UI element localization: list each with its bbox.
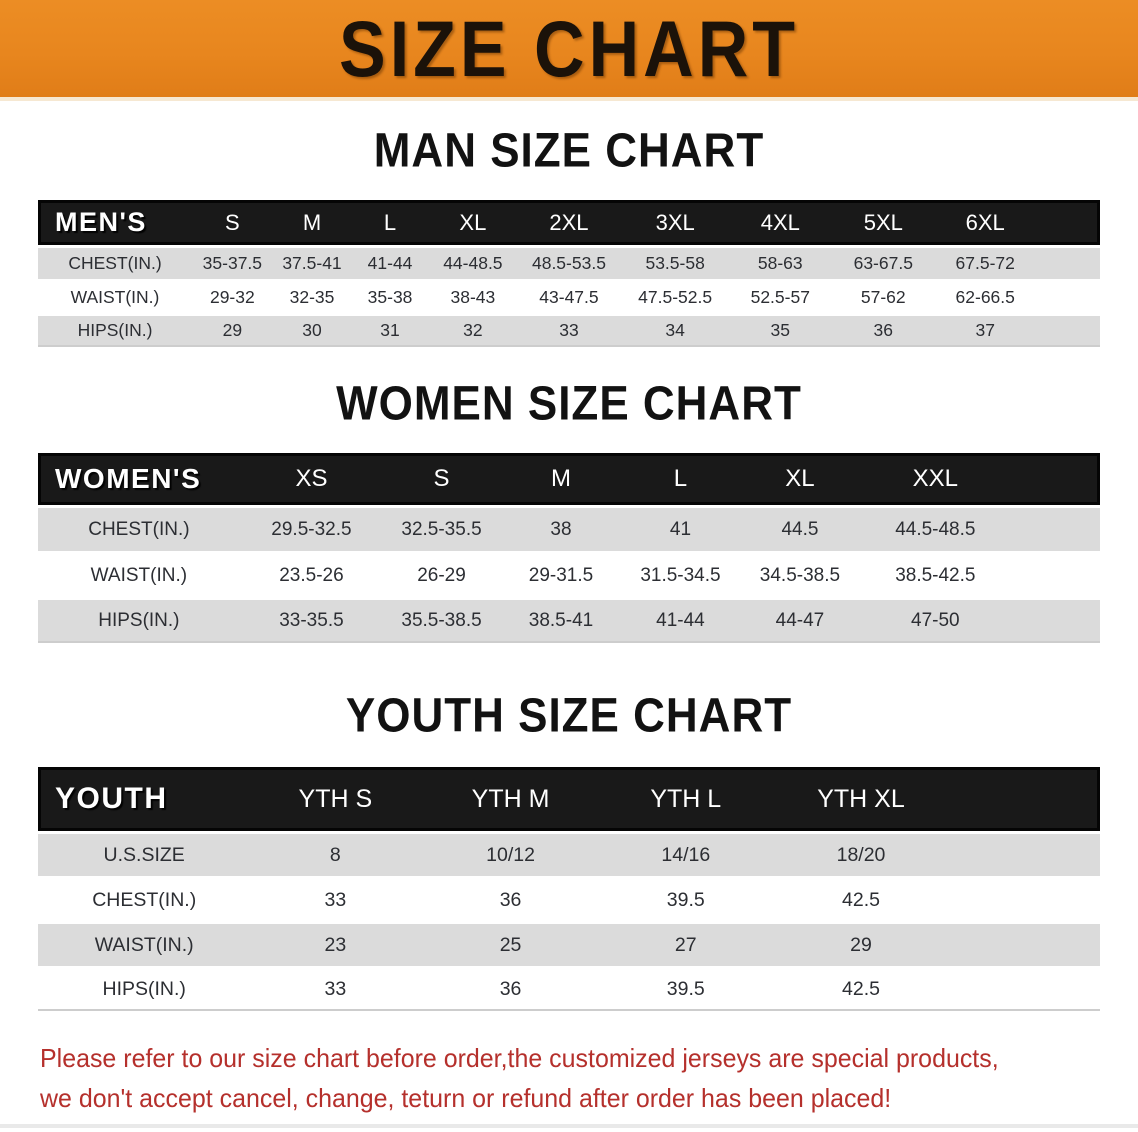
- measurement-value: 33: [250, 969, 420, 1011]
- measurement-value: 44.5-48.5: [861, 508, 1010, 551]
- measurement-value: 63-67.5: [831, 248, 935, 279]
- size-column-header: YTH S: [250, 767, 420, 831]
- measurement-value: 42.5: [771, 969, 952, 1011]
- youth-table-body: [38, 834, 1100, 1011]
- measurement-value: 23: [250, 924, 420, 966]
- women-table-header: [38, 453, 1100, 505]
- table-header-label: YOUTH: [38, 767, 250, 831]
- measurement-value: 25: [420, 924, 601, 966]
- spacer-cell: [951, 879, 1100, 921]
- spacer-cell: [1035, 282, 1100, 313]
- measurement-row-label: WAIST(IN.): [70, 287, 160, 307]
- measurement-value: 44-48.5: [429, 248, 517, 279]
- measurement-value: 33: [517, 316, 621, 347]
- youth-table-header: [38, 767, 1100, 831]
- measurement-value: 32: [429, 316, 517, 347]
- men-section: [0, 123, 1138, 350]
- measurement-row-label: HIPS(IN.): [38, 600, 240, 643]
- measurement-value: 29-32: [209, 287, 255, 307]
- bottom-divider: [0, 1124, 1138, 1128]
- measurement-value: 14/16: [601, 834, 771, 876]
- measurement-value: 67.5-72: [935, 248, 1035, 279]
- measurement-value: 36: [420, 969, 601, 1011]
- size-column-header: 6XL: [935, 200, 1035, 245]
- table-row: [38, 282, 1100, 313]
- measurement-value: 27: [601, 924, 771, 966]
- spacer-cell: [1035, 248, 1100, 279]
- spacer-cell: [951, 969, 1100, 1011]
- measurement-value: 41-44: [622, 600, 739, 643]
- youth-section-heading: YOUTH SIZE CHART: [345, 688, 793, 743]
- size-column-header: 5XL: [831, 200, 935, 245]
- size-column-header: S: [383, 453, 500, 505]
- measurement-value: 44.5: [739, 508, 861, 551]
- size-column-header: M: [273, 200, 352, 245]
- size-column-header: YTH M: [420, 767, 601, 831]
- measurement-value: 32-35: [289, 287, 335, 307]
- size-column-header: XL: [739, 453, 861, 505]
- table-row: [38, 508, 1100, 551]
- table-row: [38, 248, 1100, 279]
- measurement-value: 37: [935, 316, 1035, 347]
- measurement-value: 35-37.5: [192, 248, 273, 279]
- measurement-value: 18/20: [771, 834, 952, 876]
- measurement-row-label: CHEST(IN.): [92, 888, 197, 911]
- table-row: [38, 879, 1100, 921]
- measurement-value: 47.5-52.5: [638, 287, 713, 307]
- measurement-value: 31: [351, 316, 429, 347]
- measurement-value: 37.5-41: [273, 248, 352, 279]
- table-header-label: MEN'S: [38, 200, 192, 245]
- measurement-value: 8: [250, 834, 420, 876]
- men-table-header: [38, 200, 1100, 245]
- spacer-cell: [1035, 316, 1100, 347]
- spacer-cell: [951, 834, 1100, 876]
- measurement-value: 35.5-38.5: [383, 600, 500, 643]
- women-section: [0, 376, 1138, 646]
- measurement-value: 38-43: [450, 287, 496, 307]
- men-table-body: [38, 248, 1100, 347]
- measurement-value: 33-35.5: [240, 600, 383, 643]
- banner-title: SIZE CHART: [339, 4, 799, 93]
- measurement-value: 42.5: [842, 888, 880, 911]
- table-row: [38, 600, 1100, 643]
- size-column-header: L: [622, 453, 739, 505]
- spacer-cell: [1010, 554, 1100, 597]
- measurement-row-label: WAIST(IN.): [38, 924, 250, 966]
- youth-size-table: [38, 764, 1100, 1014]
- measurement-value: 38.5-42.5: [895, 564, 976, 586]
- measurement-value: 39.5: [666, 888, 705, 911]
- measurement-row-label: CHEST(IN.): [38, 248, 192, 279]
- size-column-header: YTH L: [601, 767, 771, 831]
- measurement-value: 43-47.5: [539, 287, 599, 307]
- spacer-cell: [1010, 453, 1100, 505]
- measurement-row-label: HIPS(IN.): [38, 969, 250, 1011]
- women-table-body: [38, 508, 1100, 643]
- women-size-table: [38, 450, 1100, 646]
- table-row: [38, 316, 1100, 347]
- spacer-cell: [1035, 200, 1100, 245]
- measurement-value: 34.5-38.5: [759, 564, 841, 586]
- table-header-row: [38, 767, 1100, 831]
- measurement-value: 29-31.5: [528, 564, 594, 586]
- table-row: [38, 924, 1100, 966]
- measurement-value: 36: [499, 888, 522, 911]
- measurement-value: 35-38: [367, 287, 413, 307]
- disclaimer-line-1: Please refer to our size chart before order,the customized jerseys are special products,: [40, 1043, 999, 1073]
- measurement-value: 62-66.5: [955, 287, 1015, 307]
- measurement-row-label: WAIST(IN.): [90, 564, 188, 586]
- size-column-header: XL: [429, 200, 517, 245]
- measurement-value: 58-63: [729, 248, 831, 279]
- measurement-value: 29: [192, 316, 273, 347]
- measurement-value: 29.5-32.5: [240, 508, 383, 551]
- measurement-value: 48.5-53.5: [517, 248, 621, 279]
- table-row: [38, 834, 1100, 876]
- spacer-cell: [1010, 600, 1100, 643]
- measurement-value: 47-50: [861, 600, 1010, 643]
- size-column-header: 4XL: [729, 200, 831, 245]
- spacer-cell: [951, 924, 1100, 966]
- measurement-value: 38: [500, 508, 622, 551]
- measurement-value: 10/12: [420, 834, 601, 876]
- women-section-heading: WOMEN SIZE CHART: [336, 376, 802, 431]
- measurement-row-label: CHEST(IN.): [38, 508, 240, 551]
- measurement-value: 26-29: [417, 564, 466, 586]
- measurement-value: 23.5-26: [279, 564, 344, 586]
- table-header-row: [38, 200, 1100, 245]
- table-row: [38, 969, 1100, 1011]
- measurement-value: 57-62: [860, 287, 906, 307]
- measurement-value: 41: [622, 508, 739, 551]
- measurement-value: 31.5-34.5: [640, 564, 721, 586]
- table-header-row: [38, 453, 1100, 505]
- size-column-header: M: [500, 453, 622, 505]
- men-section-heading: MAN SIZE CHART: [373, 123, 765, 178]
- measurement-value: 32.5-35.5: [383, 508, 500, 551]
- measurement-value: 53.5-58: [621, 248, 729, 279]
- size-column-header: YTH XL: [771, 767, 952, 831]
- disclaimer-line-2: we don't accept cancel, change, teturn or refund after order has been placed!: [40, 1083, 892, 1113]
- measurement-row-label: HIPS(IN.): [38, 316, 192, 347]
- size-column-header: S: [192, 200, 273, 245]
- measurement-row-label: U.S.SIZE: [38, 834, 250, 876]
- measurement-value: 35: [729, 316, 831, 347]
- measurement-value: 34: [621, 316, 729, 347]
- measurement-value: 44-47: [739, 600, 861, 643]
- size-column-header: XS: [240, 453, 383, 505]
- size-column-header: 2XL: [517, 200, 621, 245]
- size-chart-banner: [0, 0, 1138, 101]
- measurement-value: 52.5-57: [750, 287, 810, 307]
- measurement-value: 41-44: [351, 248, 429, 279]
- size-column-header: XXL: [861, 453, 1010, 505]
- youth-section: [0, 688, 1138, 1014]
- men-size-table: [38, 197, 1100, 350]
- disclaimer-note: [40, 1038, 1138, 1118]
- size-column-header: 3XL: [621, 200, 729, 245]
- measurement-value: 38.5-41: [500, 600, 622, 643]
- size-column-header: L: [351, 200, 429, 245]
- measurement-value: 30: [273, 316, 352, 347]
- measurement-value: 29: [771, 924, 952, 966]
- spacer-cell: [951, 767, 1100, 831]
- measurement-value: 33: [324, 888, 347, 911]
- measurement-value: 39.5: [601, 969, 771, 1011]
- table-row: [38, 554, 1100, 597]
- table-header-label: WOMEN'S: [38, 453, 240, 505]
- spacer-cell: [1010, 508, 1100, 551]
- measurement-value: 36: [831, 316, 935, 347]
